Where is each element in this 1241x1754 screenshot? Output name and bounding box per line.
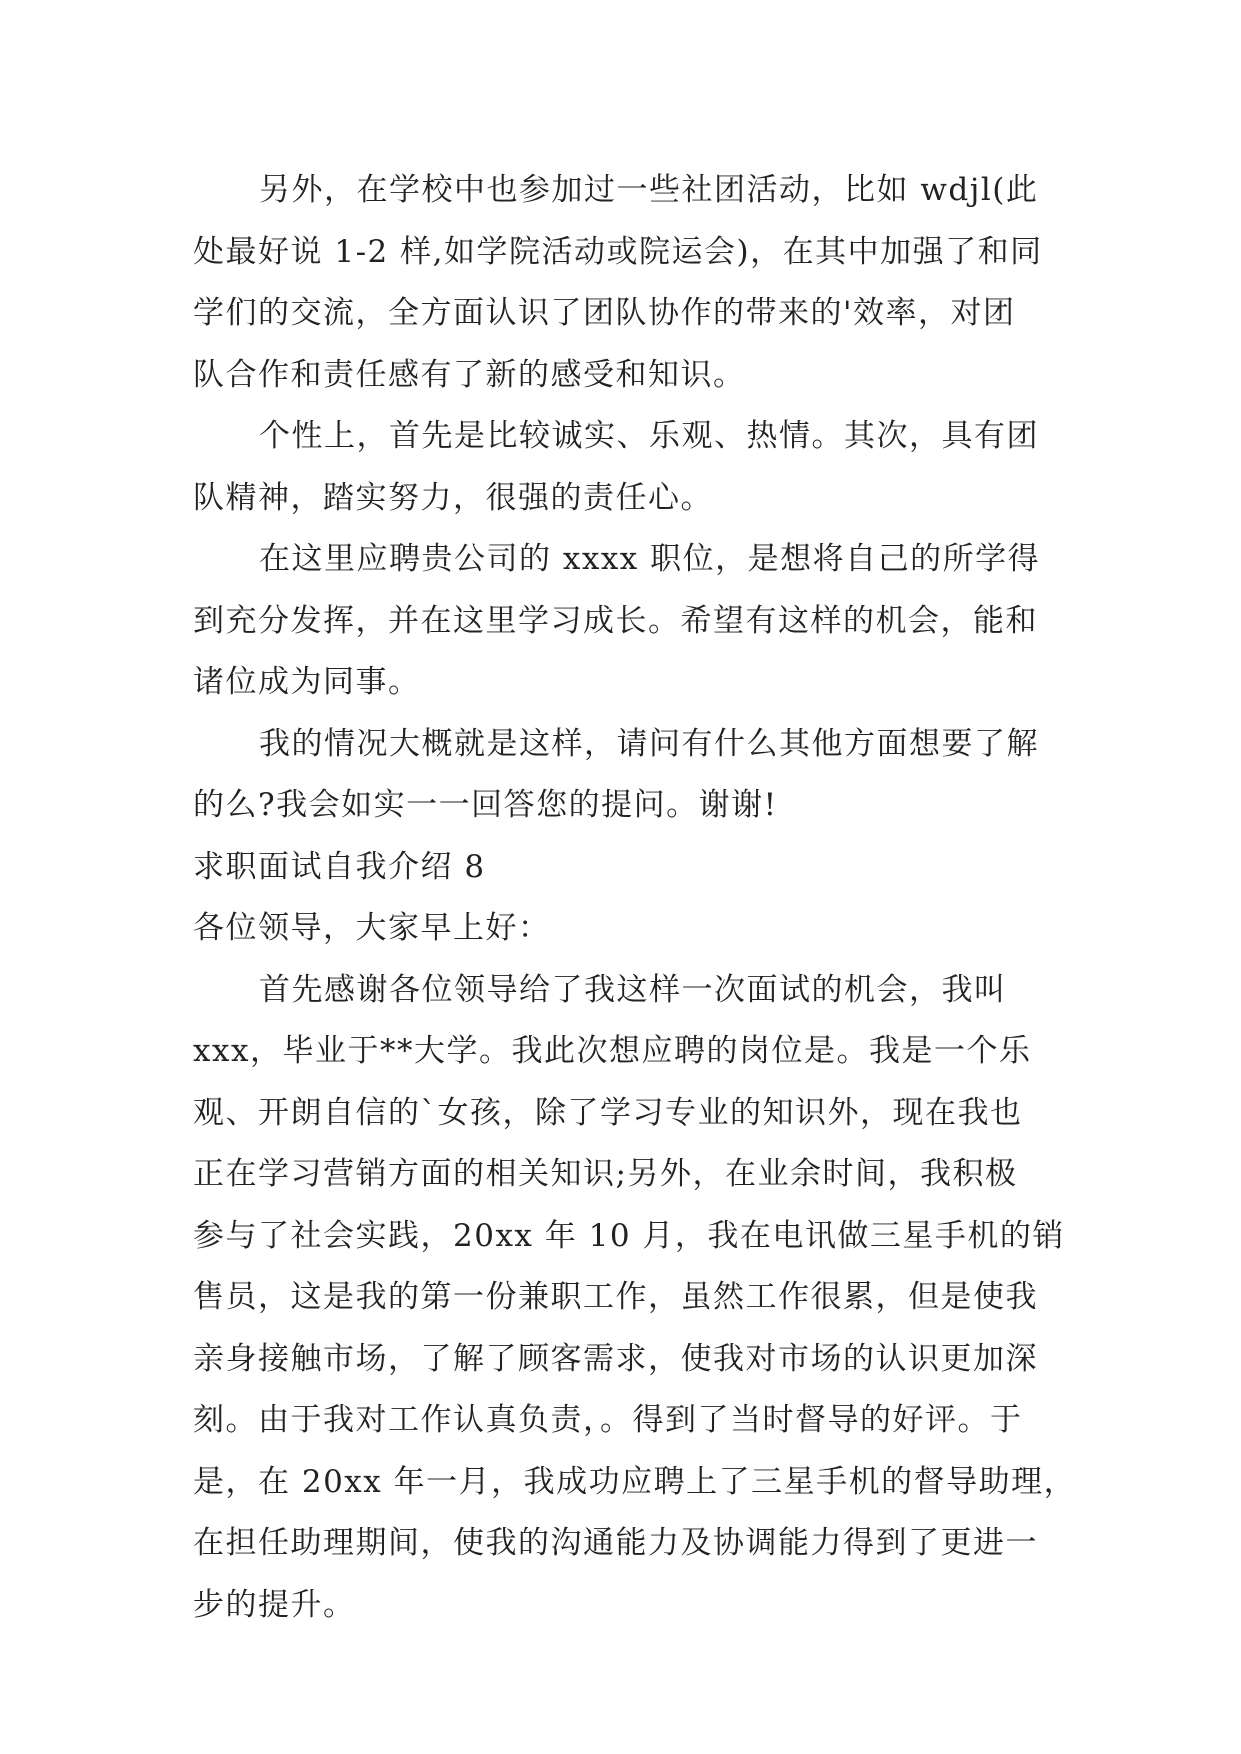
text-line: 亲身接触市场，了解了顾客需求，使我对市场的认识更加深 bbox=[193, 1340, 1038, 1377]
text-line: 正在学习营销方面的相关知识;另外，在业余时间，我积极 bbox=[193, 1156, 1018, 1192]
text-line: 售员，这是我的第一份兼职工作，虽然工作很累，但是使我 bbox=[193, 1279, 1038, 1315]
text-line: 队精神，踏实努力，很强的责任心。 bbox=[193, 479, 713, 516]
text-line: 诸位成为同事。 bbox=[193, 664, 421, 700]
text-line: 个性上，首先是比较诚实、乐观、热情。其次，具有团 bbox=[259, 418, 1039, 454]
text-line: 在这里应聘贵公司的 xxxx 职位，是想将自己的所学得 bbox=[259, 541, 1041, 577]
text-line: 步的提升。 bbox=[193, 1586, 356, 1623]
text-line: 在担任助理期间，使我的沟通能力及协调能力得到了更进一 bbox=[193, 1525, 1038, 1561]
text-line: 是，在 20xx 年一月，我成功应聘上了三星手机的督导助理， bbox=[193, 1463, 1077, 1500]
text-line: 观、开朗自信的`女孩，除了学习专业的知识外，现在我也 bbox=[193, 1094, 1023, 1131]
text-line: 首先感谢各位领导给了我这样一次面试的机会，我叫 bbox=[259, 971, 1007, 1008]
document-body bbox=[193, 160, 1077, 1636]
text-line: 的么?我会如实一一回答您的提问。谢谢! bbox=[193, 787, 778, 823]
text-line: 到充分发挥，并在这里学习成长。希望有这样的机会，能和 bbox=[193, 602, 1038, 639]
text-line: 队合作和责任感有了新的感受和知识。 bbox=[193, 356, 746, 393]
text-line: 求职面试自我介绍 8 bbox=[193, 848, 486, 885]
text-line: 参与了社会实践，20xx 年 10 月，我在电讯做三星手机的销 bbox=[193, 1217, 1065, 1254]
text-line: 处最好说 1-2 样,如学院活动或院运会)，在其中加强了和同 bbox=[193, 233, 1043, 270]
text-line: 我的情况大概就是这样，请问有什么其他方面想要了解 bbox=[259, 725, 1039, 762]
text-line: 学们的交流，全方面认识了团队协作的带来的'效率，对团 bbox=[193, 295, 1016, 331]
text-line: 各位领导，大家早上好： bbox=[193, 910, 551, 946]
text-line: 刻。由于我对工作认真负责，。得到了当时督导的好评。于 bbox=[193, 1402, 1023, 1438]
text-line: 另外，在学校中也参加过一些社团活动，比如 wdjl(此 bbox=[259, 172, 1039, 208]
text-line: xxx，毕业于**大学。我此次想应聘的岗位是。我是一个乐 bbox=[193, 1033, 1032, 1069]
